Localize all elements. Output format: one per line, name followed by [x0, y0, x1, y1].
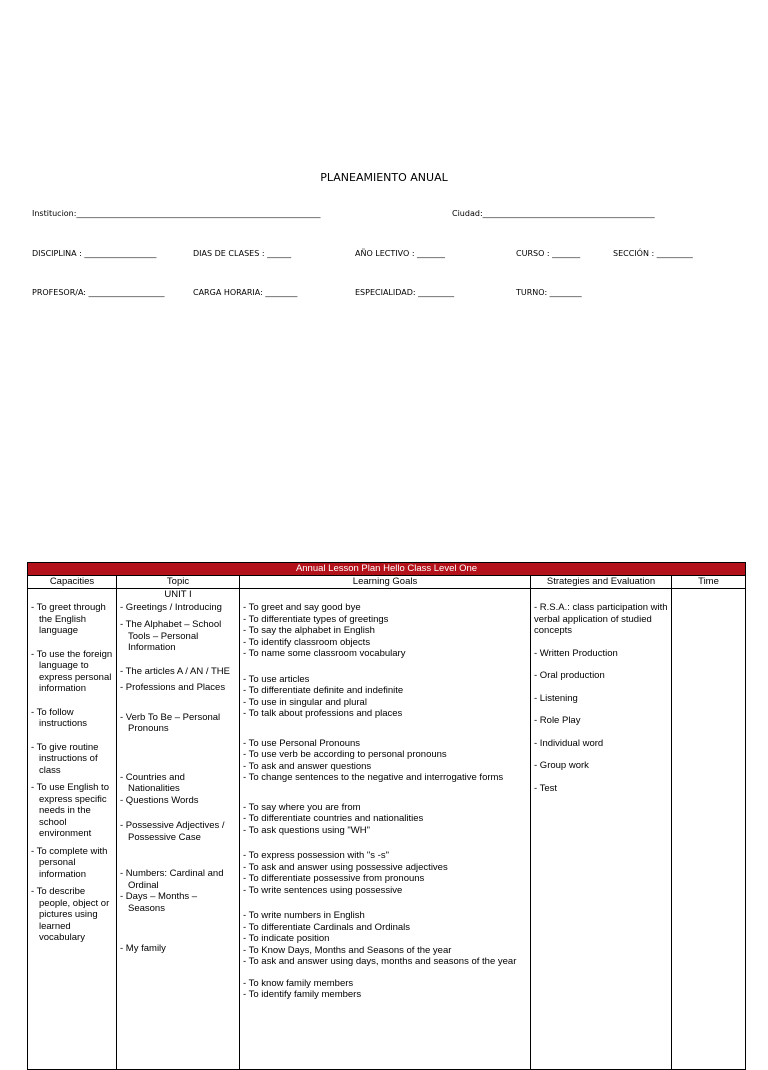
goal-item: - To identify family members: [243, 989, 362, 1000]
especialidad-field: ESPECIALIDAD: _________: [355, 288, 455, 297]
topic-item: - Professions and Places: [120, 682, 226, 693]
capacity-item: - To follow instructions: [31, 706, 88, 729]
learning-goals-cell: [240, 589, 531, 1070]
goal-item: - To differentiate possessive from pronouns: [243, 873, 425, 884]
goal-item: - To express possession with "s -s": [243, 850, 389, 861]
capacity-item: - To give routine instructions of class: [31, 741, 99, 776]
strategy-item: - Individual word: [534, 737, 604, 749]
goal-item: - To differentiate types of greetings: [243, 613, 389, 625]
goal-item: - To use articles: [243, 673, 310, 685]
goal-item: - To name some classroom vocabulary: [243, 648, 406, 659]
goal-item: - To greet and say good bye: [243, 602, 361, 613]
strategy-item: - Test: [534, 782, 558, 794]
header-time: Time: [672, 576, 746, 589]
time-cell: [672, 589, 746, 1070]
topic-item: - The articles A / AN / THE: [120, 665, 230, 677]
topic-cell: [117, 589, 240, 1070]
institucion-field: Institucion:_____________________________________________________________: [32, 209, 321, 218]
goal-item: - To differentiate definite and indefinite: [243, 685, 404, 696]
header-strategies: Strategies and Evaluation: [531, 576, 672, 589]
strategy-item: - Listening: [534, 692, 578, 704]
dias-de-clases-field: DIAS DE CLASES : ______: [193, 249, 292, 258]
goal-item: - To identify classroom objects: [243, 636, 371, 648]
capacity-item: - To describe people, object or pictures using learned vocabulary: [31, 886, 110, 943]
topic-item: - Possessive Adjectives / Possessive Case: [120, 820, 225, 843]
topic-item: - Verb To Be – Personal Pronouns: [120, 711, 221, 734]
ciudad-field: Ciudad:___________________________________________: [452, 209, 655, 218]
curso-field: CURSO : _______: [516, 249, 581, 258]
profesor-field: PROFESOR/A: ___________________: [32, 288, 165, 297]
strategy-item: - Oral production: [534, 670, 605, 681]
header-capacities: Capacities: [28, 576, 117, 589]
table-row: [28, 589, 746, 1070]
turno-field: TURNO: ________: [516, 288, 582, 297]
goal-item: - To indicate position: [243, 933, 330, 944]
seccion-field: SECCIÓN : _________: [613, 249, 693, 258]
goal-item: - To use Personal Pronouns: [243, 737, 361, 749]
goal-item: - To ask questions using "WH": [243, 824, 370, 836]
goal-item: - To use verb be according to personal pronouns: [243, 749, 447, 760]
strategy-item: - Group work: [534, 760, 589, 771]
header-topic: Topic: [117, 576, 240, 589]
capacity-item: - To use the foreign language to express personal information: [31, 648, 113, 694]
lesson-plan-table: [27, 562, 746, 1070]
topic-item: - Numbers: Cardinal and Ordinal: [120, 868, 224, 891]
strategy-item: - R.S.A.: class participation with verbal application of studied concepts: [534, 602, 668, 636]
capacity-item: - To use English to express specific needs in the school environment: [31, 782, 109, 839]
topic-item: - Countries and Nationalities: [120, 771, 185, 794]
goal-item: - To ask and answer questions: [243, 760, 372, 772]
strategies-cell: [531, 589, 672, 1070]
strategy-item: - Role Play: [534, 715, 581, 726]
goal-item: - To ask and answer using days, months and seasons of the year: [243, 956, 517, 967]
unit-label: UNIT I: [164, 589, 192, 600]
goal-item: - To write numbers in English: [243, 910, 365, 921]
capacity-item: - To greet through the English language: [31, 602, 106, 636]
ano-lectivo-field: AÑO LECTIVO : _______: [355, 249, 446, 258]
table-header-row: [28, 576, 746, 589]
goal-item: - To differentiate Cardinals and Ordinals: [243, 921, 411, 933]
page-title: PLANEAMIENTO ANUAL: [320, 171, 448, 184]
topic-item: - My family: [120, 943, 166, 954]
goal-item: - To know family members: [243, 977, 354, 989]
goal-item: - To talk about professions and places: [243, 708, 403, 719]
header-learning-goals: Learning Goals: [240, 576, 531, 589]
goal-item: - To Know Days, Months and Seasons of the year: [243, 944, 452, 956]
topic-item: - Greetings / Introducing: [120, 601, 222, 613]
goal-item: - To say where you are from: [243, 801, 361, 813]
goal-item: - To change sentences to the negative and interrogative forms: [243, 772, 504, 783]
topic-item: - Questions Words: [120, 794, 199, 806]
strategy-item: - Written Production: [534, 647, 618, 659]
topic-item: - The Alphabet – School Tools – Personal Information: [120, 619, 222, 653]
goal-item: - To write sentences using possessive: [243, 884, 403, 896]
goal-item: - To ask and answer using possessive adjectives: [243, 861, 448, 873]
disciplina-field: DISCIPLINA : __________________: [32, 249, 157, 258]
capacities-cell: [28, 589, 117, 1070]
capacity-item: - To complete with personal information: [31, 845, 108, 880]
carga-horaria-field: CARGA HORARIA: ________: [193, 288, 298, 297]
table-title-band: Annual Lesson Plan Hello Class Level One: [28, 563, 746, 576]
goal-item: - To use in singular and plural: [243, 696, 367, 708]
goal-item: - To differentiate countries and nationalities: [243, 813, 424, 824]
goal-item: - To say the alphabet in English: [243, 625, 375, 636]
topic-item: - Days – Months – Seasons: [120, 891, 198, 914]
